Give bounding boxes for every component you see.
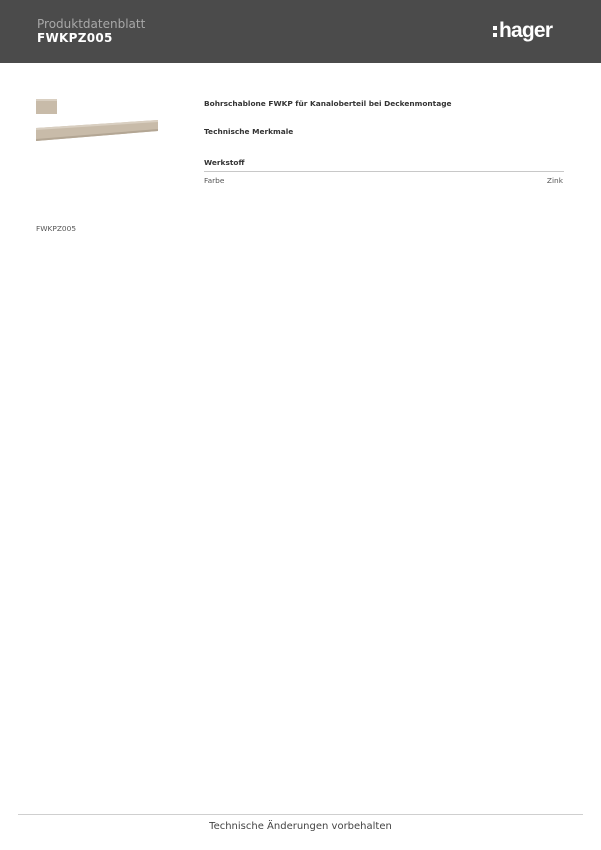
svg-text:hager: hager (499, 19, 553, 42)
page-header (0, 0, 601, 63)
spec-name: Farbe (204, 176, 225, 185)
spec-row (204, 176, 564, 188)
spec-value: Zink (546, 176, 563, 185)
footer-notice: Technische Änderungen vorbehalten (209, 821, 392, 832)
image-caption: FWKPZ005 (36, 224, 77, 233)
footer-divider (18, 814, 583, 815)
technical-features-heading: Technische Merkmale (204, 127, 294, 136)
group-divider (204, 171, 564, 172)
material-group-heading: Werkstoff (204, 158, 245, 167)
document-type: Produktdatenblatt (37, 17, 146, 31)
product-image (36, 98, 160, 144)
hager-logo (492, 17, 566, 43)
product-code-heading: FWKPZ005 (37, 31, 113, 45)
product-title: Bohrschablone FWKP für Kanaloberteil bei Deckenmontage (204, 99, 452, 108)
